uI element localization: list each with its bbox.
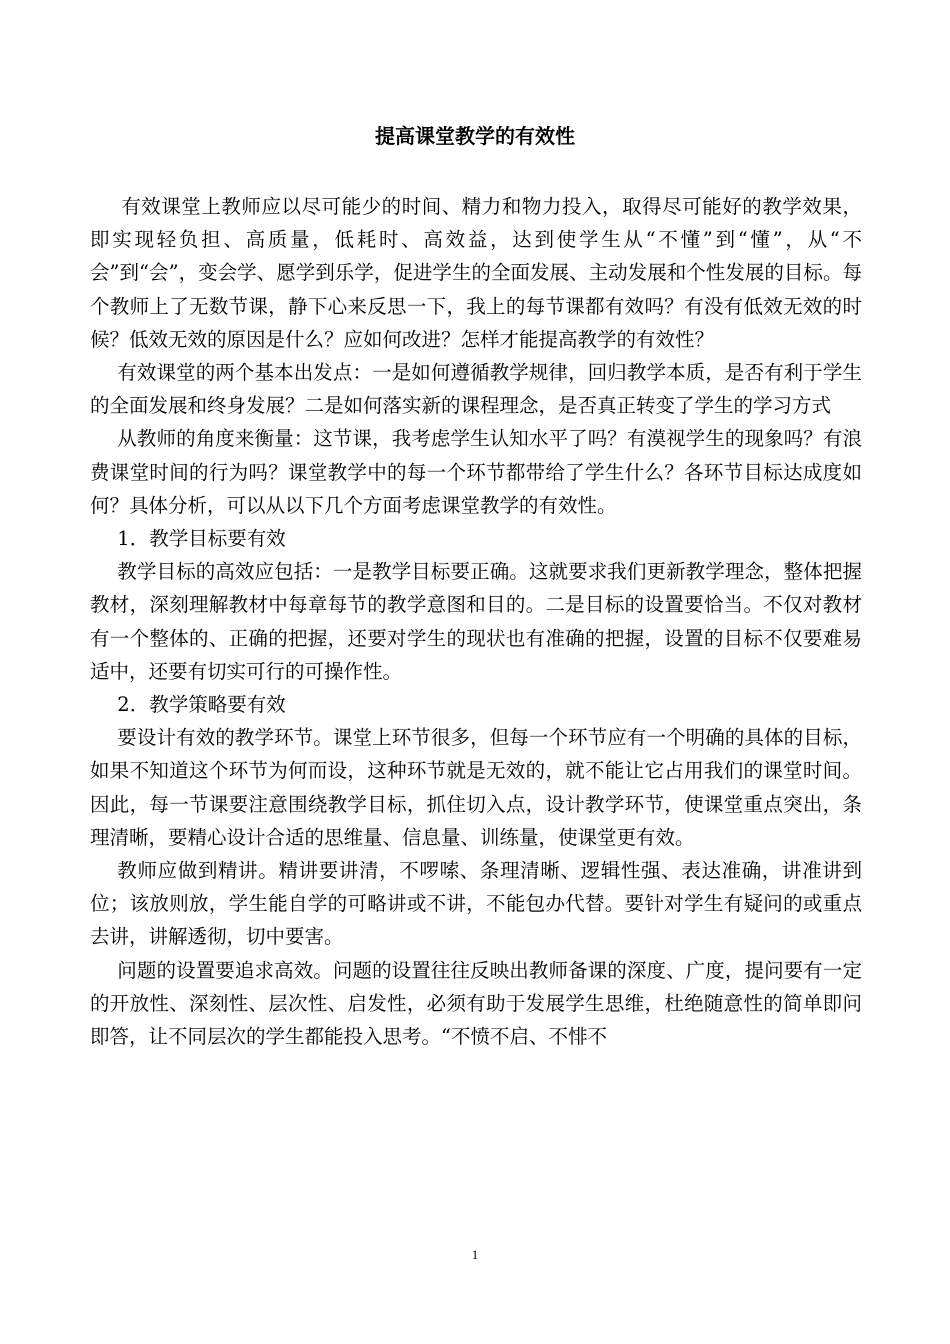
document-title: 提高课堂教学的有效性	[375, 124, 575, 148]
paragraph-teacher-perspective: 从教师的角度来衡量：这节课，我考虑学生认知水平了吗？有漠视学生的现象吗？有浪费课堂时间的行为吗？课堂教学中的每一个环节都带给了学生什么？各环节目标达成度如何？具体分析，可以从以下几个方面考虑课堂教学的有效性。	[90, 427, 862, 517]
section-heading-objectives: 1．教学目标要有效	[117, 527, 286, 551]
paragraph-objectives: 教学目标的高效应包括：一是教学目标要正确。这就要求我们更新教学理念，整体把握教材，深刻理解教材中每章每节的教学意图和目的。二是目标的设置要恰当。不仅对教材有一个整体的、正确的把握，还要对学生的现状也有准确的把握，设置的目标不仅要难易适中，还要有切实可行的可操作性。	[90, 560, 862, 683]
page-number: 1	[471, 1247, 479, 1262]
section-heading-strategies: 2．教学策略要有效	[117, 693, 286, 717]
paragraph-intro: 有效课堂上教师应以尽可能少的时间、精力和物力投入，取得尽可能好的教学效果，即实现轻负担、高质量，低耗时、高效益，达到使学生从“不懂”到“懂”，从“不会”到“会”，变会学、愿学到乐学，促进学生的全面发展、主动发展和个性发展的目标。每个教师上了无数节课，静下心来反思一下，我上的每节课都有效吗？有没有低效无效的时候？低效无效的原因是什么？应如何改进？怎样才能提高教学的有效性？	[90, 195, 862, 351]
paragraph-starting-points: 有效课堂的两个基本出发点：一是如何遵循教学规律，回归教学本质，是否有利于学生的全面发展和终身发展？二是如何落实新的课程理念，是否真正转变了学生的学习方式	[90, 361, 862, 418]
document-body	[90, 190, 862, 1053]
paragraph-concise-lecture: 教师应做到精讲。精讲要讲清，不啰嗦、条理清晰、逻辑性强、表达准确，讲准讲到位；该放则放，学生能自学的可略讲或不讲，不能包办代替。要针对学生有疑问的或重点去讲，讲解透彻，切中要害。	[90, 859, 862, 949]
paragraph-questions: 问题的设置要追求高效。问题的设置往往反映出教师备课的深度、广度，提问要有一定的开放性、深刻性、层次性、启发性，必须有助于发展学生思维，杜绝随意性的简单即问即答，让不同层次的学生都能投入思考。“不愤不启、不悱不	[90, 958, 862, 1049]
paragraph-teaching-steps: 要设计有效的教学环节。课堂上环节很多，但每一个环节应有一个明确的具体的目标，如果不知道这个环节为何而设，这种环节就是无效的，就不能让它占用我们的课堂时间。因此，每一节课要注意围绕教学目标，抓住切入点，设计教学环节，使课堂重点突出，条理清晰，要精心设计合适的思维量、信息量、训练量，使课堂更有效。	[90, 726, 862, 849]
